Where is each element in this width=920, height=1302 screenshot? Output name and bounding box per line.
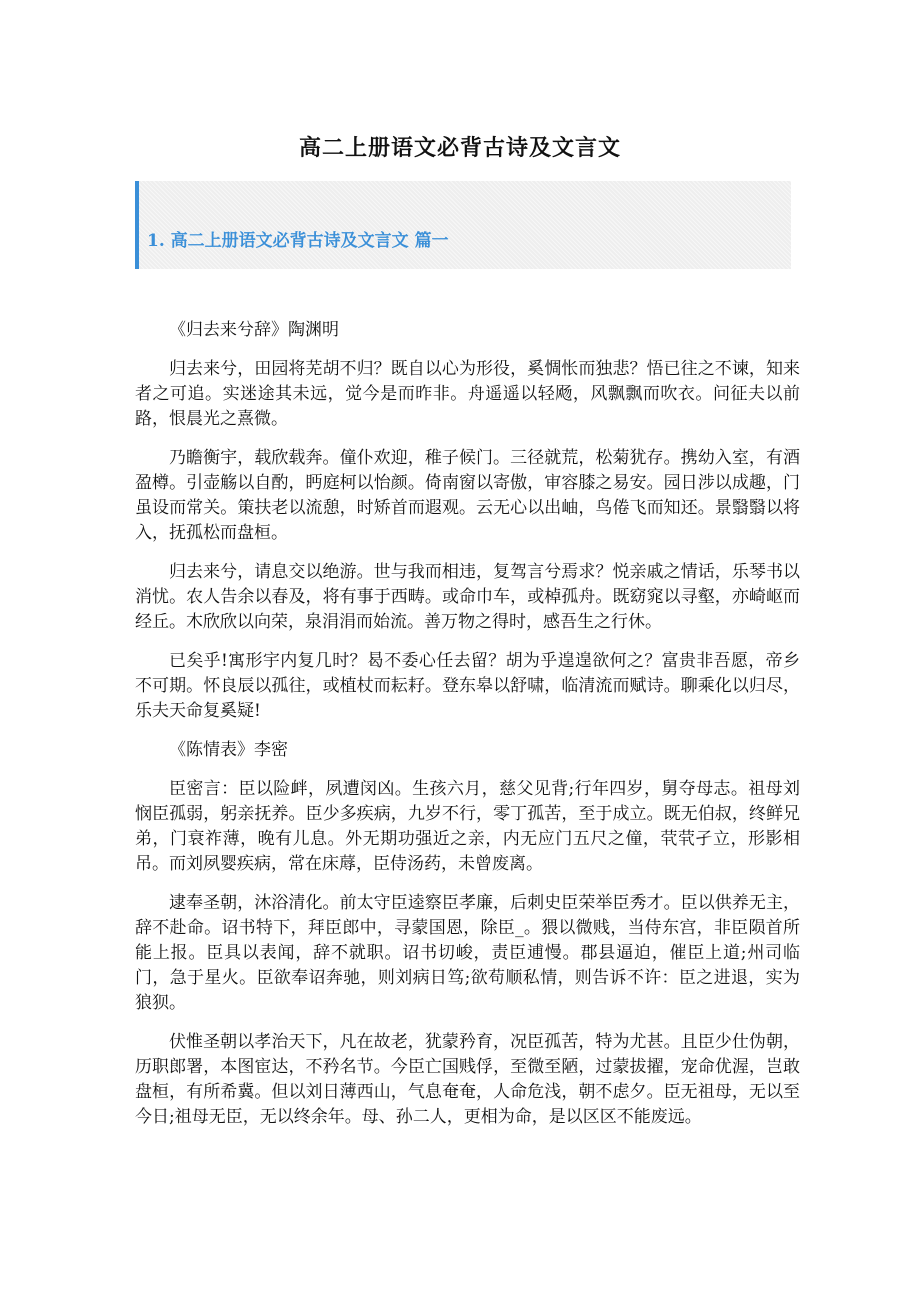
page-title: 高二上册语文必背古诗及文言文 (298, 135, 621, 161)
paragraph: 已矣乎!寓形宇内复几时？曷不委心任去留？胡为乎遑遑欲何之？富贵非吾愿，帝乡不可期。怀良辰以孤往，或植杖而耘耔。登东皋以舒啸，临清流而赋诗。聊乘化以归尽，乐夫天命复奚疑! (135, 651, 800, 721)
paragraph: 臣密言：臣以险衅，夙遭闵凶。生孩六月，慈父见背;行年四岁，舅夺母志。祖母刘悯臣孤弱，躬亲抚养。臣少多疾病，九岁不行，零丁孤苦，至于成立。既无伯叔，终鲜兄弟，门衰祚薄，晚有儿息。外无期功强近之亲，内无应门五尺之僮，茕茕孑立，形影相吊。而刘夙婴疾病，常在床蓐，臣侍汤药，未曾废离。 (135, 779, 800, 874)
section-header-box (135, 181, 791, 269)
paragraph: 伏惟圣朝以孝治天下，凡在故老，犹蒙矜育，况臣孤苦，特为尤甚。且臣少仕伪朝，历职郎署，本图宦达，不矜名节。今臣亡国贱俘，至微至陋，过蒙拔擢，宠命优渥，岂敢盘桓，有所希冀。但以刘日薄西山，气息奄奄，人命危浅，朝不虑夕。臣无祖母，无以至今日;祖母无臣，无以终余年。母、孙二人，更相为命，是以区区不能废远。 (135, 1032, 800, 1127)
paragraph: 归去来兮，田园将芜胡不归？既自以心为形役，奚惆怅而独悲？悟已往之不谏，知来者之可追。实迷途其未远，觉今是而昨非。舟遥遥以轻飏，风飘飘而吹衣。问征夫以前路，恨晨光之熹微。 (135, 359, 800, 429)
paragraph: 归去来兮，请息交以绝游。世与我而相违，复驾言兮焉求？悦亲戚之情话，乐琴书以消忧。农人告余以春及，将有事于西畴。或命巾车，或棹孤舟。既窈窕以寻壑，亦崎岖而经丘。木欣欣以向荣，泉涓涓而始流。善万物之得时，感吾生之行休。 (135, 562, 800, 632)
section-heading: 1. 高二上册语文必背古诗及文言文 篇一 (147, 231, 449, 251)
work-title-chenqingbiao: 《陈情表》李密 (169, 740, 288, 760)
work-title-guiqulaixici: 《归去来兮辞》陶渊明 (169, 320, 339, 340)
paragraph: 逮奉圣朝，沐浴清化。前太守臣逵察臣孝廉，后刺史臣荣举臣秀才。臣以供养无主，辞不赴命。诏书特下，拜臣郎中，寻蒙国恩，除臣_。猥以微贱，当侍东宫，非臣陨首所能上报。臣具以表闻，辞不就职。诏书切峻，责臣逋慢。郡县逼迫，催臣上道;州司临门，急于星火。臣欲奉诏奔驰，则刘病日笃;欲苟顺私情，则告诉不许：臣之进退，实为狼狈。 (135, 893, 800, 1013)
article-body (135, 318, 800, 1144)
paragraph: 乃瞻衡宇，载欣载奔。僮仆欢迎，稚子候门。三径就荒，松菊犹存。携幼入室，有酒盈樽。引壶觞以自酌，眄庭柯以怡颜。倚南窗以寄傲，审容膝之易安。园日涉以成趣，门虽设而常关。策扶老以流憩，时矫首而遐观。云无心以出岫，鸟倦飞而知还。景翳翳以将入，抚孤松而盘桓。 (135, 448, 800, 543)
